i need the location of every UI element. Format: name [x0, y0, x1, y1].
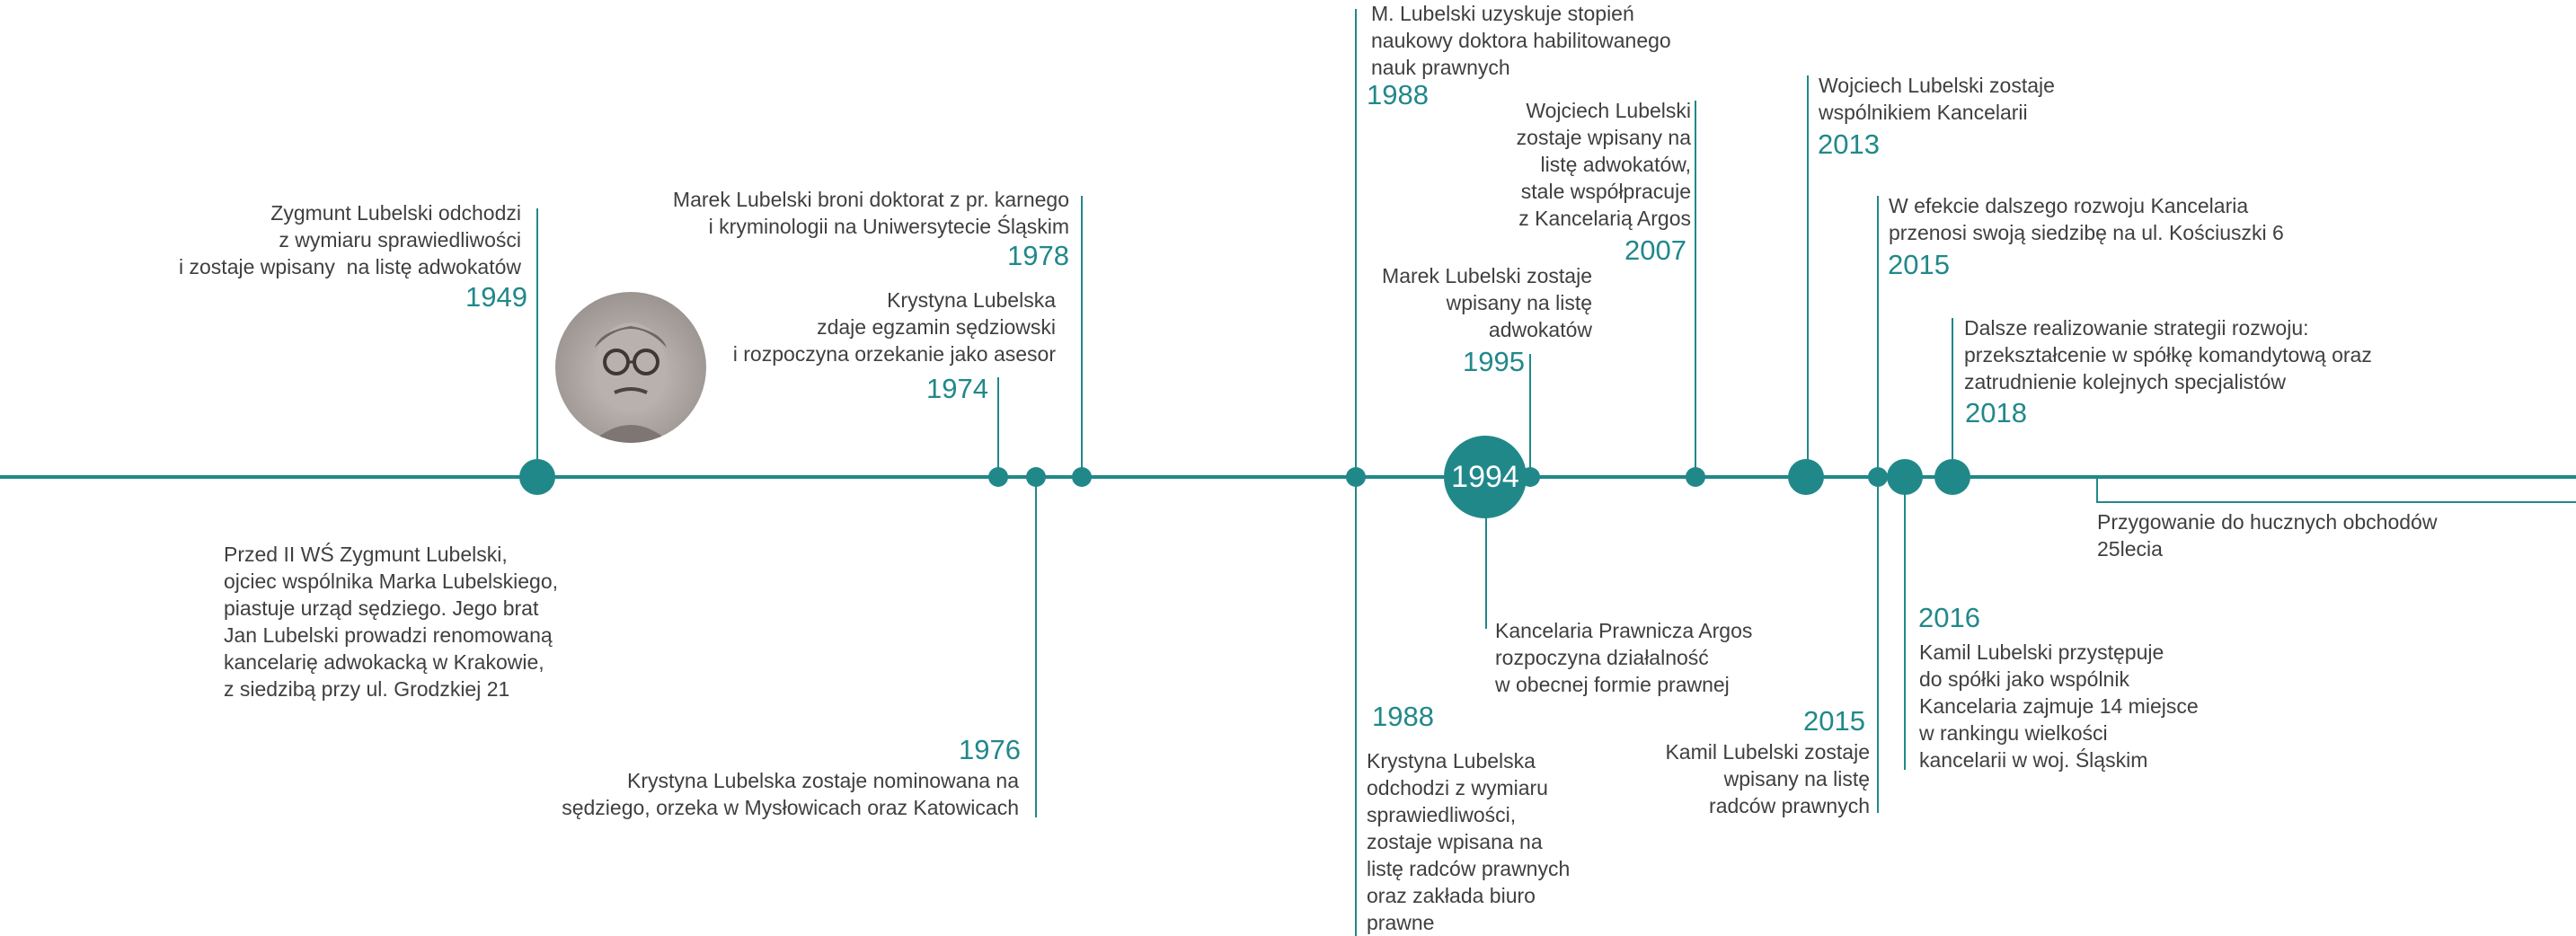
year-1978: 1978: [1007, 240, 1069, 271]
marker-2015: [1868, 467, 1888, 487]
event-2015-move-text: W efekcie dalszego rozwoju Kancelaria przenosi swoją siedzibę na ul. Kościuszki 6: [1889, 194, 2284, 244]
year-1976: 1976: [959, 734, 1021, 765]
portrait-icon: [555, 292, 706, 443]
event-2018-text: Dalsze realizowanie strategii rozwoju: przekształcenie w spółkę komandytową oraz zatrudnienie kolejnych specjalistów: [1964, 316, 2372, 393]
year-2013: 2013: [1818, 128, 1880, 160]
marker-1976: [1026, 467, 1046, 487]
year-2015-radca: 2015: [1803, 705, 1865, 737]
event-1988-radca-text: Krystyna Lubelska odchodzi z wymiaru sprawiedliwości, zostaje wpisana na listę radców prawnych oraz zakłada biuro prawne: [1367, 749, 1571, 934]
year-2016: 2016: [1918, 602, 1980, 633]
future-anniversary-text: Przygowanie do hucznych obchodów 25lecia: [2097, 510, 2438, 561]
event-1995-text: Marek Lubelski zostaje wpisany na listę adwokatów: [1382, 264, 1592, 341]
event-2013-text: Wojciech Lubelski zostaje wspólnikiem Kancelarii: [1819, 74, 2055, 124]
event-1978-text: Marek Lubelski broni doktorat z pr. karnego i kryminologii na Uniwersytecie Śląskim: [672, 188, 1069, 238]
event-2016-text: Kamil Lubelski przystępuje do spółki jako wspólnik Kancelaria zajmuje 14 miejsce w rankingu wielkości kancelarii w woj. Śląskim: [1919, 640, 2199, 772]
year-1988-habil: 1988: [1367, 79, 1429, 110]
event-2007-text: Wojciech Lubelski zostaje wpisany na listę adwokatów, stale współpracuje z Kancelarią Argos: [1516, 99, 1691, 230]
marker-1988: [1346, 467, 1366, 487]
year-2015-move: 2015: [1888, 249, 1950, 280]
event-1974-text: Krystyna Lubelska zdaje egzamin sędziowski i rozpoczyna orzekanie jako asesor: [732, 288, 1056, 366]
year-2018: 2018: [1965, 397, 2027, 428]
year-1974: 1974: [926, 373, 988, 404]
marker-2007: [1686, 467, 1705, 487]
event-1988-habil-text: M. Lubelski uzyskuje stopień naukowy doktora habilitowanego nauk prawnych: [1371, 2, 1671, 79]
event-2015-radca-text: Kamil Lubelski zostaje wpisany na listę radców prawnych: [1665, 740, 1870, 817]
marker-2016: [1887, 459, 1923, 495]
marker-1974: [988, 467, 1008, 487]
portrait-photo: [555, 292, 706, 443]
milestone-1994-label: 1994: [1451, 460, 1519, 494]
event-1994-text: Kancelaria Prawnicza Argos rozpoczyna działalność w obecnej formie prawnej: [1495, 619, 1753, 696]
event-1949-text: Zygmunt Lubelski odchodzi z wymiaru sprawiedliwości i zostaje wpisany na listę adwokatów: [179, 201, 521, 278]
year-2007: 2007: [1624, 234, 1686, 266]
year-1988-radca: 1988: [1372, 701, 1434, 732]
connector-future: [2097, 477, 2576, 502]
marker-1978: [1072, 467, 1092, 487]
pre-war-text: Przed II WŚ Zygmunt Lubelski, ojciec wspólnika Marka Lubelskiego, piastuje urząd sędziego. Jego brat Jan Lubelski prowadzi renomowaną kancelarię adwokacką w Krakowie, z siedzibą przy ul. Grodzkiej 21: [224, 543, 559, 701]
marker-1949: [519, 459, 555, 495]
year-1949: 1949: [465, 281, 527, 313]
marker-2013: [1788, 459, 1824, 495]
year-1995: 1995: [1463, 346, 1525, 377]
event-1976-text: Krystyna Lubelska zostaje nominowana na sędziego, orzeka w Mysłowicach oraz Katowicach: [562, 769, 1019, 819]
marker-2018: [1934, 459, 1970, 495]
